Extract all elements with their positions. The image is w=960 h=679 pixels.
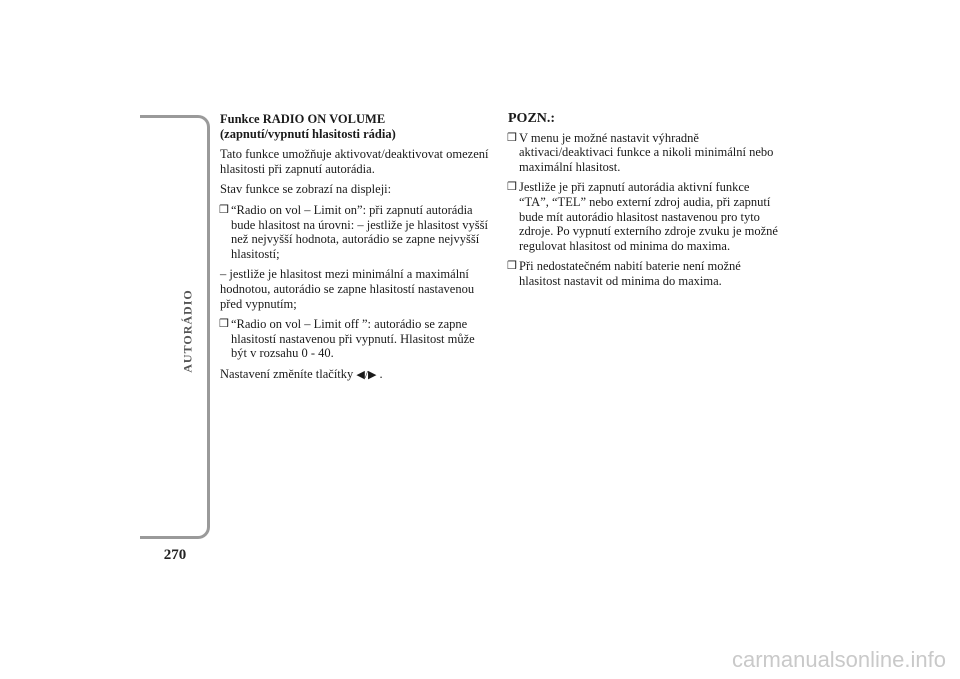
heading-line-2: (zapnutí/vypnutí hlasitosti rádia): [220, 126, 396, 141]
change-setting-paragraph: [220, 367, 492, 383]
list-item-text: “Radio on vol – Limit on”: při zapnutí autorádia bude hlasitost na úrovni: – jestliže je hlasitost vyšší než nejvyšší hodnota, autorádio se zapne nejvyšší hlasitostí;: [231, 202, 488, 261]
checkbox-bullet-icon: ❒: [219, 203, 229, 216]
arrow-buttons-icon: ◀/▶: [356, 368, 377, 381]
list-item-text: Při nedostatečném nabití baterie není možné hlasitost nastavit od minima do maxima.: [519, 259, 741, 288]
list-item: [508, 180, 780, 253]
list-item-text: V menu je možné nastavit výhradně aktivaci/deaktivaci funkce a nikoli minimální nebo maximální hlasitost.: [519, 130, 774, 174]
margin-bracket: [140, 115, 210, 539]
watermark: carmanualsonline.info: [731, 647, 946, 672]
list-item-text: Jestliže je při zapnutí autorádia aktivní funkce “TA”, “TEL” nebo externí zdroj audia, při zapnutí bude mít autorádio hlasitost nastavenou pro tyto zdroje. Po vypnutí externího zdroje zvuku je možné regulovat hlasitost od minima do maxima.: [519, 180, 778, 253]
list-item: [220, 317, 492, 361]
note-title: POZN.:: [508, 111, 556, 126]
checkbox-bullet-icon: ❒: [507, 181, 517, 194]
list-item: [508, 131, 780, 175]
intro-paragraph: Tato funkce umožňuje aktivovat/deaktivovat omezení hlasitosti při zapnutí autorádia.: [220, 147, 489, 176]
checkbox-bullet-icon: ❒: [507, 131, 517, 144]
left-column: [220, 112, 492, 389]
list-item: [508, 259, 780, 288]
section-label: AUTORÁDIO: [180, 289, 195, 373]
page-number: 270: [163, 547, 187, 563]
checkbox-bullet-icon: ❒: [507, 260, 517, 273]
list-item: [220, 203, 492, 261]
dash-paragraph: – jestliže je hlasitost mezi minimální a maximální hodnotou, autorádio se zapne hlasitostí nastavenou před vypnutím;: [220, 267, 475, 311]
list-item-text: “Radio on vol – Limit off ”: autorádio se zapne hlasitostí nastavenou při vypnutí. Hlasitost může být v rozsahu 0 - 40.: [231, 317, 475, 361]
change-setting-text: Nastavení změníte tlačítky: [220, 366, 354, 381]
section-heading: [220, 112, 492, 141]
status-paragraph: Stav funkce se zobrazí na displeji:: [220, 182, 392, 197]
right-column: [508, 112, 780, 295]
heading-line-1: Funkce RADIO ON VOLUME: [220, 112, 386, 126]
checkbox-bullet-icon: ❒: [219, 318, 229, 331]
end-punctuation: .: [379, 366, 383, 381]
